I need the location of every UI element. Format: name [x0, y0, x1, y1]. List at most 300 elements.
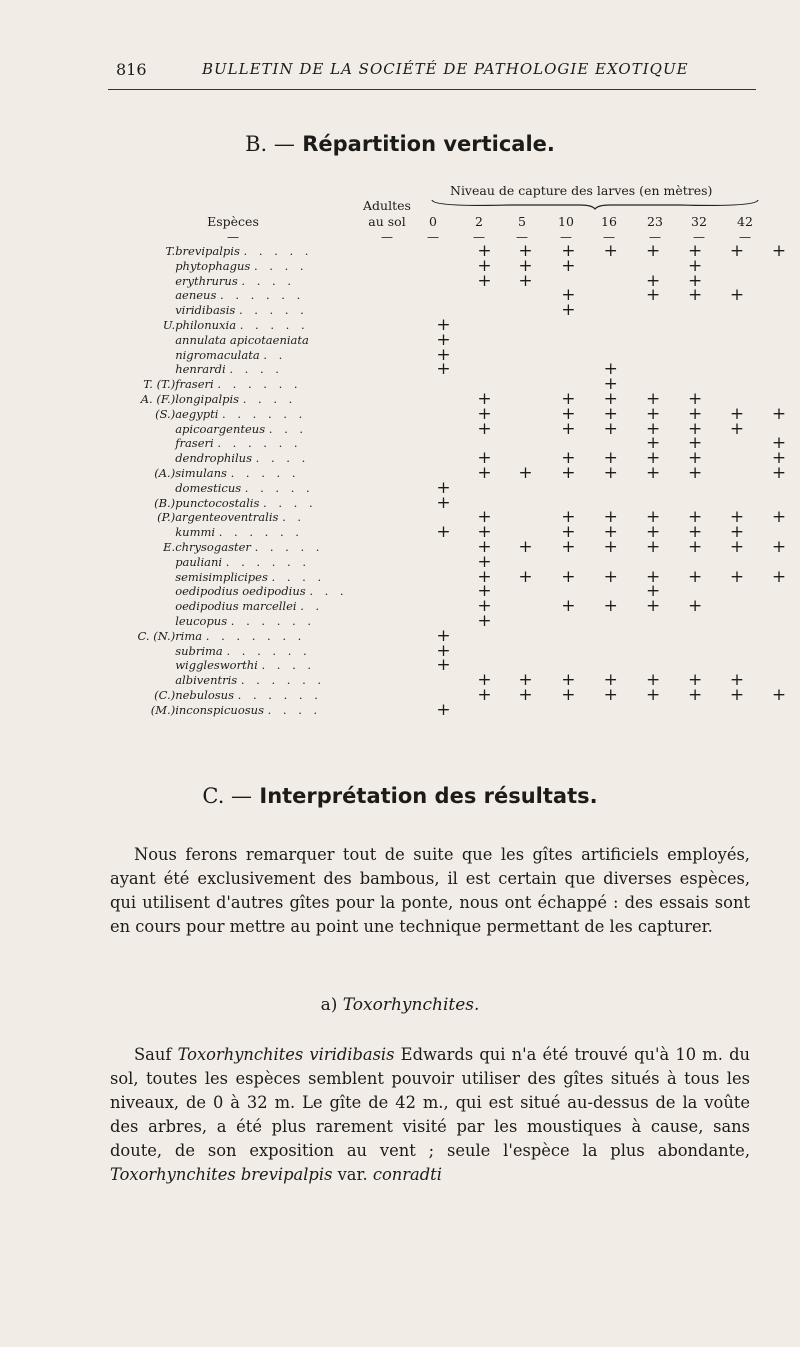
level-mark-cell: + — [518, 536, 533, 557]
level-mark-cell — [758, 599, 800, 614]
level-mark-cell — [632, 629, 674, 644]
adult-mark-cell: + — [436, 359, 451, 380]
level-mark-cell: + — [477, 566, 492, 587]
adult-mark-cell — [422, 540, 466, 555]
level-mark-cell — [632, 703, 674, 718]
level-mark-cell: + — [771, 684, 787, 705]
table-row — [100, 599, 800, 614]
leader-dots: . . . . . — [239, 317, 309, 332]
level-mark-cell — [716, 629, 758, 644]
level-mark-cell — [758, 348, 800, 363]
level-mark-cell — [674, 362, 716, 377]
level-mark-cell: + — [729, 684, 745, 705]
species-name: henrardi — [175, 362, 226, 377]
adult-mark-cell: + — [436, 477, 451, 498]
level-mark-cell — [632, 318, 674, 333]
species-name: leucopus — [175, 613, 228, 628]
adult-mark-cell: + — [436, 329, 451, 350]
species-name: aegypti — [175, 406, 219, 421]
level-mark-cell — [504, 510, 548, 525]
subsection-a-heading — [0, 995, 800, 1015]
species-name: semisimplicipes — [175, 569, 268, 584]
genus-cell — [100, 348, 175, 363]
genus-cell — [100, 481, 175, 496]
level-mark-cell: + — [477, 610, 492, 631]
level-mark-cell: + — [561, 403, 576, 424]
level-mark-cell: + — [687, 522, 703, 543]
level-mark-cell: + — [646, 418, 661, 439]
genus-cell — [100, 555, 175, 570]
leader-dots: . . — [263, 347, 287, 362]
level-mark-cell — [674, 303, 716, 318]
level-mark-cell: + — [687, 241, 703, 261]
level-mark-cell — [716, 599, 758, 614]
level-mark-cell: + — [687, 270, 703, 291]
adult-mark-cell: + — [436, 344, 451, 365]
species-cell — [175, 362, 421, 377]
species-name: annulata apicotaeniata — [175, 332, 309, 347]
level-mark-cell — [716, 303, 758, 318]
level-mark-cell: + — [646, 448, 661, 469]
level-mark-cell: + — [561, 300, 576, 321]
species-cell — [175, 614, 421, 629]
level-mark-cell — [589, 274, 632, 289]
table-row — [100, 288, 800, 303]
level-mark-cell — [589, 318, 632, 333]
species-cell — [175, 540, 421, 555]
species-cell — [175, 673, 421, 688]
species-cell — [175, 466, 421, 481]
species-cell — [175, 274, 421, 289]
level-mark-cell: + — [561, 241, 576, 261]
genus-cell — [100, 303, 175, 318]
level-mark-cell — [504, 629, 548, 644]
level-mark-cell — [504, 644, 548, 659]
species-table — [100, 241, 800, 720]
level-mark-cell: + — [477, 596, 492, 617]
level-mark-cell: + — [477, 522, 492, 543]
species-cell — [175, 599, 421, 614]
level-mark-cell: + — [477, 507, 492, 528]
level-brace — [430, 196, 760, 210]
level-mark-cell: + — [561, 522, 576, 543]
leader-dots: . . . . . . — [237, 687, 322, 702]
level-mark-cell: + — [603, 507, 618, 528]
species-name: fraseri — [175, 436, 214, 451]
level-mark-cell — [504, 333, 548, 348]
level-mark-cell: + — [603, 448, 618, 469]
level-mark-cell: + — [729, 507, 745, 528]
level-mark-cell: + — [603, 388, 618, 409]
level-mark-cell: + — [687, 388, 703, 409]
leader-dots: . . — [300, 599, 324, 614]
species-name: wigglesworthi — [175, 658, 258, 673]
adult-mark-cell — [422, 259, 466, 274]
level-mark-cell — [465, 318, 503, 333]
level-mark-cell: + — [561, 536, 576, 557]
level-mark-cell — [674, 644, 716, 659]
leader-dots: . . . . . — [230, 465, 300, 480]
level-mark-cell — [547, 644, 589, 659]
level-mark-cell — [589, 333, 632, 348]
level-mark-cell: + — [477, 448, 492, 469]
species-cell — [175, 348, 421, 363]
genus-cell — [100, 288, 175, 303]
leader-dots: . . . . — [253, 258, 308, 273]
genus-cell: U. — [162, 317, 176, 332]
level-mark-cell: + — [646, 684, 661, 705]
level-mark-cell: + — [477, 581, 492, 602]
leader-dots: . . . — [268, 421, 308, 436]
level-mark-cell: + — [646, 507, 661, 528]
genus-cell — [100, 525, 175, 540]
paragraph-1-text: Nous ferons remarquer tout de suite que les gîtes artificiels employés, ayant été exclusivement des bambous, il est certain que diverses espèces, qui utilisent d'autres gîtes pour la ponte, nous ont échappé : des essais sont en cours pour mettre au point une technique permettant de les capturer. — [110, 845, 750, 936]
genus-cell — [100, 570, 175, 585]
species-cell — [175, 525, 421, 540]
level-mark-cell — [674, 348, 716, 363]
level-mark-cell: + — [687, 285, 703, 306]
species-name-brevipalpis: Toxorhynchites brevipalpis — [110, 1165, 333, 1184]
adult-mark-cell — [422, 377, 466, 392]
species-name: argenteoventralis — [175, 510, 279, 525]
level-mark-cell: + — [729, 418, 745, 439]
species-name: apicoargenteus — [175, 421, 266, 436]
paragraph-2 — [110, 1043, 750, 1187]
level-mark-cell: + — [561, 418, 576, 439]
species-name: aeneus — [175, 288, 217, 303]
level-mark-cell — [589, 481, 632, 496]
leader-dots: . . . . — [242, 391, 297, 406]
leader-dots: . . . . . . — [218, 525, 303, 540]
level-mark-cell — [547, 333, 589, 348]
level-mark-cell — [504, 496, 548, 511]
level-mark-cell: + — [477, 670, 492, 691]
level-mark-cell: + — [477, 684, 492, 705]
species-cell — [175, 481, 421, 496]
level-mark-cell — [716, 333, 758, 348]
table-row — [100, 703, 800, 718]
level-mark-cell — [758, 362, 800, 377]
species-name: albiventris — [175, 673, 238, 688]
species-cell — [175, 288, 421, 303]
level-mark-cell — [589, 614, 632, 629]
species-cell — [175, 584, 421, 599]
level-mark-cell — [547, 481, 589, 496]
level-mark-cell — [632, 303, 674, 318]
level-mark-cell — [504, 481, 548, 496]
header-dash: — — [427, 230, 439, 244]
genus-cell — [100, 274, 175, 289]
leader-dots: . . . . . . — [222, 406, 307, 421]
level-mark-cell — [716, 481, 758, 496]
species-cell — [175, 496, 421, 511]
adult-mark-cell: + — [436, 314, 451, 335]
level-mark-cell — [632, 481, 674, 496]
level-col-3: 10 — [558, 214, 574, 229]
level-mark-cell: + — [561, 255, 576, 276]
level-mark-cell: + — [477, 255, 492, 276]
species-name: fraseri — [175, 377, 214, 392]
adult-mark-cell — [422, 555, 466, 570]
genus-cell — [100, 333, 175, 348]
genus-cell: T. — [165, 244, 176, 258]
level-mark-cell — [716, 451, 758, 466]
leader-dots: . . . . . . — [226, 643, 311, 658]
level-mark-cell — [547, 629, 589, 644]
level-mark-cell — [632, 362, 674, 377]
col-species: Espèces — [207, 214, 259, 229]
genus-cell — [100, 599, 175, 614]
species-cell — [175, 510, 421, 525]
adult-mark-cell — [422, 274, 466, 289]
level-mark-cell: + — [646, 241, 661, 261]
col-adults-line1: Adultes — [363, 198, 411, 213]
species-cell — [175, 629, 421, 644]
level-mark-cell: + — [729, 285, 745, 306]
species-cell — [175, 392, 421, 407]
header-rule — [108, 89, 756, 90]
leader-dots: . . . . . — [238, 303, 308, 318]
level-mark-cell: + — [561, 285, 576, 306]
header-dash: — — [381, 230, 393, 244]
level-mark-cell — [465, 333, 503, 348]
level-mark-cell — [716, 259, 758, 274]
level-mark-cell — [504, 584, 548, 599]
species-name: brevipalpis — [175, 244, 240, 258]
species-name: pauliani — [175, 554, 223, 569]
level-mark-cell: + — [687, 448, 703, 469]
level-col-6: 32 — [691, 214, 707, 229]
leader-dots: . . . . — [263, 495, 317, 510]
level-mark-cell: + — [561, 507, 576, 528]
leader-dots: . . . . . — [254, 539, 324, 554]
level-mark-cell: + — [603, 359, 618, 380]
species-name: nebulosus — [175, 687, 234, 702]
level-mark-cell: + — [518, 670, 533, 691]
table-row — [100, 570, 800, 585]
level-mark-cell: + — [603, 536, 618, 557]
level-mark-cell: + — [603, 566, 618, 587]
running-header — [116, 60, 756, 86]
leader-dots: . . . . — [267, 702, 322, 717]
species-name: philonuxia — [175, 317, 237, 332]
level-mark-cell — [504, 318, 548, 333]
level-mark-cell: + — [771, 433, 787, 454]
header-dash: — — [739, 230, 751, 244]
species-cell — [175, 377, 421, 392]
level-mark-cell: + — [687, 536, 703, 557]
level-mark-cell — [504, 392, 548, 407]
species-name: erythrurus — [175, 273, 238, 288]
level-mark-cell: + — [646, 536, 661, 557]
level-mark-cell — [758, 318, 800, 333]
level-mark-cell: + — [687, 403, 703, 424]
level-header: Niveau de capture des larves (en mètres) — [450, 183, 713, 198]
level-mark-cell: + — [518, 241, 533, 261]
leader-dots: . . . . . — [244, 480, 314, 495]
level-mark-cell: + — [477, 403, 492, 424]
section-c-title — [0, 784, 800, 808]
level-mark-cell — [674, 614, 716, 629]
level-mark-cell — [465, 644, 503, 659]
level-mark-cell: + — [687, 433, 703, 454]
level-mark-cell: + — [477, 270, 492, 291]
level-mark-cell: + — [477, 241, 492, 261]
adult-mark-cell — [422, 288, 466, 303]
adult-mark-cell: + — [436, 655, 451, 676]
level-mark-cell — [716, 614, 758, 629]
level-mark-cell: + — [477, 388, 492, 409]
level-mark-cell: + — [646, 285, 661, 306]
paragraph-2-part-1: Sauf — [134, 1045, 178, 1064]
genus-cell: T. (T.) — [143, 377, 176, 392]
adult-mark-cell: + — [436, 640, 451, 661]
adult-mark-cell: + — [436, 699, 451, 720]
header-dash: — — [560, 230, 572, 244]
species-cell — [175, 422, 421, 437]
species-name: phytophagus — [175, 258, 251, 273]
level-mark-cell — [758, 303, 800, 318]
species-name: punctocostalis — [175, 495, 260, 510]
species-cell — [175, 555, 421, 570]
level-mark-cell — [674, 703, 716, 718]
level-mark-cell: + — [646, 566, 661, 587]
leader-dots: . . . . — [255, 451, 310, 466]
level-mark-cell — [589, 288, 632, 303]
species-name-viridibasis: Toxorhynchites viridibasis — [177, 1045, 395, 1064]
paragraph-2-part-3: var. — [332, 1165, 373, 1184]
level-mark-cell — [632, 644, 674, 659]
level-mark-cell — [465, 629, 503, 644]
genus-cell — [100, 422, 175, 437]
paragraph-1 — [110, 843, 750, 939]
genus-cell: (C.) — [154, 687, 176, 702]
level-mark-cell: + — [771, 403, 787, 424]
level-mark-cell: + — [646, 670, 661, 691]
level-mark-cell: + — [561, 566, 576, 587]
level-mark-cell — [632, 348, 674, 363]
level-mark-cell — [589, 644, 632, 659]
adult-mark-cell — [422, 584, 466, 599]
species-name: kummi — [175, 525, 216, 540]
level-mark-cell: + — [603, 403, 618, 424]
genus-cell — [100, 362, 175, 377]
level-mark-cell — [547, 348, 589, 363]
adult-mark-cell — [422, 422, 466, 437]
species-name: oedipodius marcellei — [175, 599, 297, 614]
genus-cell — [100, 614, 175, 629]
genus-cell: (P.) — [157, 510, 176, 525]
level-mark-cell: + — [646, 403, 661, 424]
level-mark-cell — [589, 259, 632, 274]
species-cell — [175, 333, 421, 348]
level-mark-cell — [589, 703, 632, 718]
level-mark-cell: + — [687, 507, 703, 528]
level-mark-cell: + — [687, 255, 703, 276]
leader-dots: . . — [282, 510, 306, 525]
level-mark-cell — [674, 629, 716, 644]
level-mark-cell: + — [561, 388, 576, 409]
adult-mark-cell: + — [436, 522, 451, 543]
subsection-a-prefix: a) — [320, 995, 338, 1015]
level-mark-cell — [758, 333, 800, 348]
species-cell — [175, 244, 421, 259]
level-mark-cell: + — [603, 418, 618, 439]
level-col-0: 0 — [429, 214, 437, 229]
paragraph-2-text — [110, 1043, 750, 1187]
level-mark-cell: + — [477, 418, 492, 439]
page-number: 816 — [116, 60, 147, 79]
level-mark-cell: + — [646, 462, 661, 483]
genus-cell: (A.) — [154, 465, 176, 480]
header-dash: — — [603, 230, 615, 244]
level-mark-cell — [504, 422, 548, 437]
leader-dots: . . . . . . — [225, 554, 310, 569]
adult-mark-cell — [422, 673, 466, 688]
level-mark-cell: + — [518, 566, 533, 587]
level-mark-cell — [758, 259, 800, 274]
level-mark-cell — [758, 614, 800, 629]
level-mark-cell — [674, 333, 716, 348]
level-mark-cell — [716, 584, 758, 599]
species-name: longipalpis — [175, 391, 240, 406]
level-col-1: 2 — [475, 214, 483, 229]
level-mark-cell: + — [771, 566, 787, 587]
level-mark-cell: + — [646, 596, 661, 617]
level-mark-cell — [674, 481, 716, 496]
header-dash: — — [473, 230, 485, 244]
level-mark-cell: + — [477, 536, 492, 557]
leader-dots: . . . . — [271, 569, 326, 584]
species-cell — [175, 436, 421, 451]
adult-mark-cell — [422, 599, 466, 614]
level-mark-cell — [716, 466, 758, 481]
level-mark-cell — [758, 629, 800, 644]
species-name: chrysogaster — [175, 539, 251, 554]
species-cell — [175, 451, 421, 466]
species-name: rima — [175, 628, 203, 643]
leader-dots: . . . — [309, 584, 348, 599]
level-mark-cell — [758, 481, 800, 496]
level-mark-cell: + — [603, 522, 618, 543]
level-mark-cell: + — [646, 581, 661, 602]
genus-cell: A. (F.) — [140, 391, 176, 406]
species-name: inconspicuosus — [175, 702, 264, 717]
level-mark-cell — [716, 703, 758, 718]
level-mark-cell — [716, 318, 758, 333]
level-mark-cell: + — [518, 684, 533, 705]
genus-cell: C. (N.) — [137, 628, 176, 643]
species-cell — [175, 407, 421, 422]
genus-cell: E. — [163, 539, 176, 554]
section-c-heading: Interprétation des résultats. — [259, 784, 598, 808]
genus-cell — [100, 584, 175, 599]
species-name: simulans — [175, 465, 227, 480]
leader-dots: . . . . . . — [240, 673, 326, 688]
level-mark-cell — [547, 614, 589, 629]
level-mark-cell: + — [477, 551, 492, 572]
level-mark-cell: + — [771, 448, 787, 469]
level-mark-cell — [758, 703, 800, 718]
level-mark-cell: + — [603, 596, 618, 617]
species-name: viridibasis — [175, 303, 236, 318]
adult-mark-cell — [422, 451, 466, 466]
level-mark-cell — [589, 303, 632, 318]
leader-dots: . . . . . . — [230, 613, 315, 628]
level-mark-cell: + — [518, 462, 533, 483]
adult-mark-cell — [422, 407, 466, 422]
level-mark-cell: + — [477, 462, 492, 483]
